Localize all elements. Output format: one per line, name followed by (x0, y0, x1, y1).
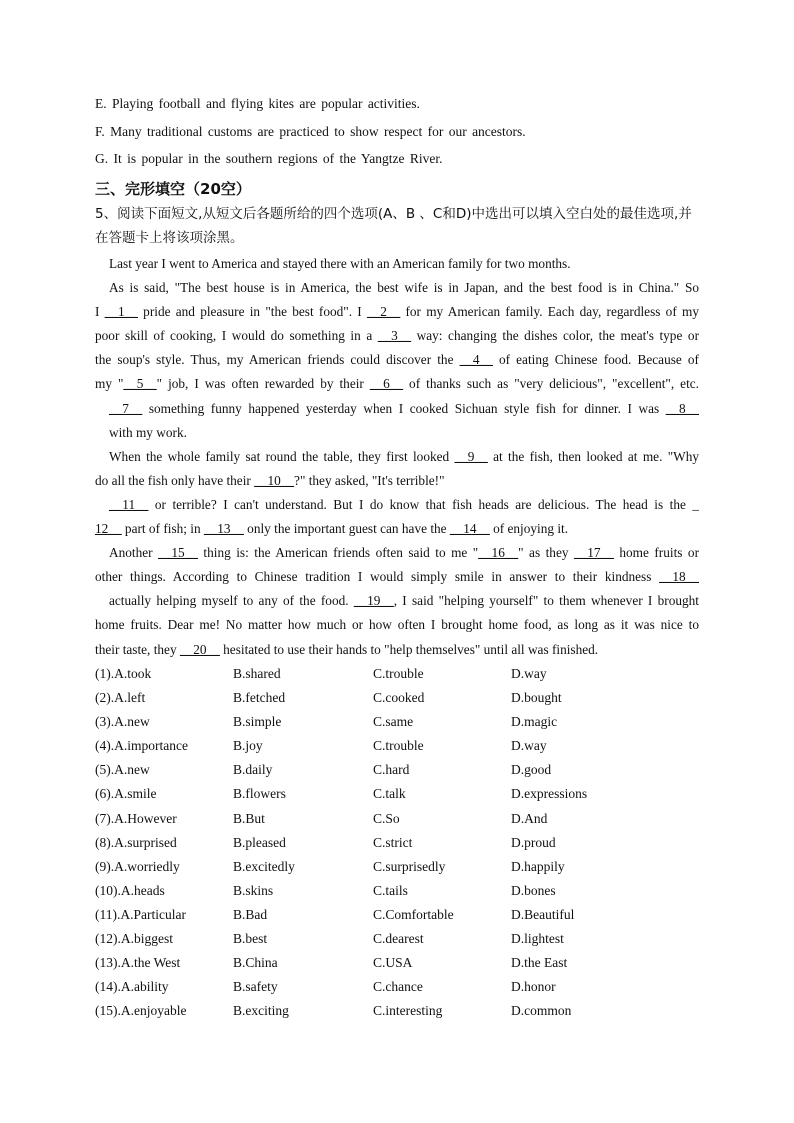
passage-line (95, 252, 699, 276)
blank-number: __13__ (203, 521, 244, 537)
option-c: C.chance (373, 979, 423, 995)
passage-text: actually helping myself to any of the food. (109, 593, 354, 609)
blank-number: __6__ (369, 376, 404, 392)
option-c: C.same (373, 714, 414, 730)
passage-line (95, 348, 699, 372)
blank-number: __2__ (366, 304, 401, 320)
option-b: B.simple (233, 714, 282, 730)
blank-number: __8__ (665, 400, 699, 416)
option-b: B.But (233, 810, 265, 826)
question-options-table (95, 662, 705, 1023)
passage-text: of enjoying it. (489, 521, 569, 537)
option-a: (2).A.left (95, 690, 146, 706)
option-c: C.surprisedly (373, 858, 446, 874)
passage-line (95, 421, 699, 445)
option-a: (8).A.surprised (95, 834, 177, 850)
option-d: D.magic (511, 714, 558, 730)
option-d: D.proud (511, 834, 556, 850)
passage-text: only the important guest can have the (243, 521, 450, 537)
passage-text: thing is: the American friends often said to me " (197, 545, 479, 561)
blank-number: __3__ (377, 328, 412, 344)
option-a: (12).A.biggest (95, 931, 173, 947)
option-a: (6).A.smile (95, 786, 157, 802)
option-a: (15).A.enjoyable (95, 1003, 187, 1019)
option-a: (3).A.new (95, 714, 150, 730)
option-c: C.talk (373, 786, 406, 802)
option-c: C.hard (373, 762, 410, 778)
question-row (95, 855, 705, 879)
option-d: D.good (511, 762, 552, 778)
option-a: (11).A.Particular (95, 906, 186, 922)
option-b: B.skins (233, 882, 274, 898)
passage-line (95, 541, 699, 565)
passage-text: As is said, "The best house is in America, the best wife is in Japan, and the best food is in China." So (109, 280, 699, 296)
option-c: C.cooked (373, 690, 425, 706)
option-d: D.And (511, 810, 548, 826)
question-row (95, 734, 705, 758)
blank-number: __17__ (573, 545, 614, 561)
passage-text: of thanks such as "very delicious", "excellent", etc. (403, 376, 699, 392)
option-line-g: G. It is popular in the southern regions of the Yangtze River. (95, 151, 443, 166)
option-b: B.shared (233, 666, 281, 681)
option-c: C.USA (373, 955, 413, 971)
passage-line (95, 589, 699, 613)
option-line-f: F. Many traditional customs are practiced to show respect for our ancestors. (95, 124, 526, 139)
passage-text: the soup's style. Thus, my American friends could discover the (95, 352, 460, 368)
blank-number: __16__ (478, 545, 519, 561)
passage-line (95, 300, 699, 324)
passage-text: part of fish; in (121, 521, 204, 537)
option-a: (10).A.heads (95, 882, 165, 898)
passage-text: for my American family. Each day, regardless of my (400, 304, 699, 320)
option-a: (1).A.took (95, 666, 152, 681)
passage-text: I (95, 304, 105, 320)
option-b: B.exciting (233, 1003, 289, 1019)
passage-line (95, 493, 699, 517)
option-b: B.China (233, 955, 278, 971)
option-c: C.tails (373, 882, 408, 898)
passage-text: something funny happened yesterday when I cooked Sichuan style fish for dinner. I was (142, 400, 666, 416)
passage-text: hesitated to use their hands to "help themselves" until all was finished. (219, 641, 599, 657)
passage-line (95, 613, 699, 637)
passage-text: their taste, they (95, 641, 180, 657)
blank-number: __14__ (449, 521, 490, 537)
option-a: (5).A.new (95, 762, 150, 778)
section-title: 三、完形填空（20空） (95, 180, 251, 198)
question-row (95, 662, 705, 686)
option-a: (9).A.worriedly (95, 858, 180, 874)
option-c: C.dearest (373, 931, 424, 947)
passage-text: way: changing the dishes color, the meat's type or (411, 328, 699, 344)
option-b: B.joy (233, 738, 263, 754)
blank-number: __4__ (459, 352, 493, 368)
passage-line (95, 565, 699, 589)
blank-number: __7__ (109, 400, 143, 416)
passage-line (95, 517, 699, 541)
question-row (95, 807, 705, 831)
blank-number: __19__ (353, 593, 394, 609)
option-a: (14).A.ability (95, 979, 169, 995)
option-b: B.excitedly (233, 858, 295, 874)
option-b: B.daily (233, 762, 273, 778)
passage-text: Last year I went to America and stayed there with an American family for two months. (109, 256, 571, 271)
cloze-passage (95, 252, 699, 662)
option-b: B.fetched (233, 690, 286, 706)
passage-text: or terrible? I can't understand. But I do know that fish heads are delicious. The head is the _ (148, 496, 699, 512)
option-d: D.expressions (511, 786, 588, 802)
question-row (95, 927, 705, 951)
option-d: D.happily (511, 858, 565, 874)
passage-text: " as they (518, 545, 574, 561)
blank-number: __15__ (158, 545, 198, 561)
option-b: B.pleased (233, 834, 286, 850)
passage-text: other things. According to Chinese tradition I would simply smile in answer to their kindness (95, 569, 660, 585)
option-a: (7).A.However (95, 810, 177, 826)
blank-number: __11__ (109, 496, 149, 512)
blank-number: __9__ (454, 448, 488, 464)
blank-number: __5__ (123, 376, 157, 392)
option-d: D.honor (511, 979, 556, 995)
option-d: D.the East (511, 955, 568, 971)
option-b: B.safety (233, 979, 278, 995)
option-c: C.trouble (373, 738, 424, 754)
option-d: D.bones (511, 882, 556, 898)
passage-line (95, 469, 699, 493)
option-line-e: E. Playing football and flying kites are popular activities. (95, 96, 420, 111)
question-row (95, 903, 705, 927)
passage-text: " job, I was often rewarded by their (156, 376, 370, 392)
passage-text: pride and pleasure in "the best food". I (137, 304, 367, 320)
option-c: C.trouble (373, 666, 424, 681)
passage-line (95, 397, 699, 421)
passage-text: home fruits. Dear me! No matter how much or how often I brought home food, as long as it was nice to (95, 617, 699, 633)
question-row (95, 710, 705, 734)
passage-line (95, 445, 699, 469)
question-row (95, 686, 705, 710)
passage-text: my " (95, 376, 124, 392)
passage-text: home fruits or (613, 545, 699, 561)
option-d: D.common (511, 1003, 572, 1019)
option-c: C.Comfortable (373, 906, 454, 922)
passage-line (95, 638, 699, 662)
question-row (95, 782, 705, 806)
option-d: D.way (511, 666, 547, 681)
question-row (95, 951, 705, 975)
passage-text: , I said "helping yourself" to them whenever I brought (393, 593, 699, 609)
option-c: C.interesting (373, 1003, 443, 1019)
question-row (95, 975, 705, 999)
passage-line (95, 276, 699, 300)
option-d: D.lightest (511, 931, 564, 947)
passage-line (95, 372, 699, 396)
option-c: C.strict (373, 834, 413, 850)
option-b: B.Bad (233, 906, 268, 922)
passage-text: do all the fish only have their (95, 472, 255, 488)
question-row (95, 758, 705, 782)
question-row (95, 831, 705, 855)
blank-number: __1__ (104, 304, 138, 320)
instructions: 5、阅读下面短文,从短文后各题所给的四个选项(A、B 、C和D)中选出可以填入空白处的最佳选项,并在答题卡上将该项涂黑。 (95, 206, 692, 246)
passage-text: ?" they asked, "It's terrible!" (294, 472, 445, 488)
question-row (95, 879, 705, 903)
option-a: (4).A.importance (95, 738, 188, 754)
passage-text: Another (109, 545, 159, 561)
blank-number: __10__ (254, 472, 295, 488)
option-b: B.flowers (233, 786, 286, 802)
question-row (95, 999, 705, 1023)
blank-number: __18__ (659, 569, 699, 585)
option-b: B.best (233, 931, 268, 947)
option-c: C.So (373, 810, 400, 826)
option-d: D.Beautiful (511, 906, 575, 922)
passage-text: at the fish, then looked at me. "Why (487, 448, 699, 464)
option-d: D.way (511, 738, 547, 754)
passage-text: poor skill of cooking, I would do something in a (95, 328, 378, 344)
passage-line (95, 324, 699, 348)
passage-text: When the whole family sat round the table, they first looked (109, 448, 455, 464)
blank-number: 12__ (95, 521, 122, 537)
blank-number: __20__ (179, 641, 220, 657)
option-a: (13).A.the West (95, 955, 181, 971)
passage-text: of eating Chinese food. Because of (492, 352, 699, 368)
passage-text: with my work. (109, 424, 187, 440)
option-d: D.bought (511, 690, 562, 706)
